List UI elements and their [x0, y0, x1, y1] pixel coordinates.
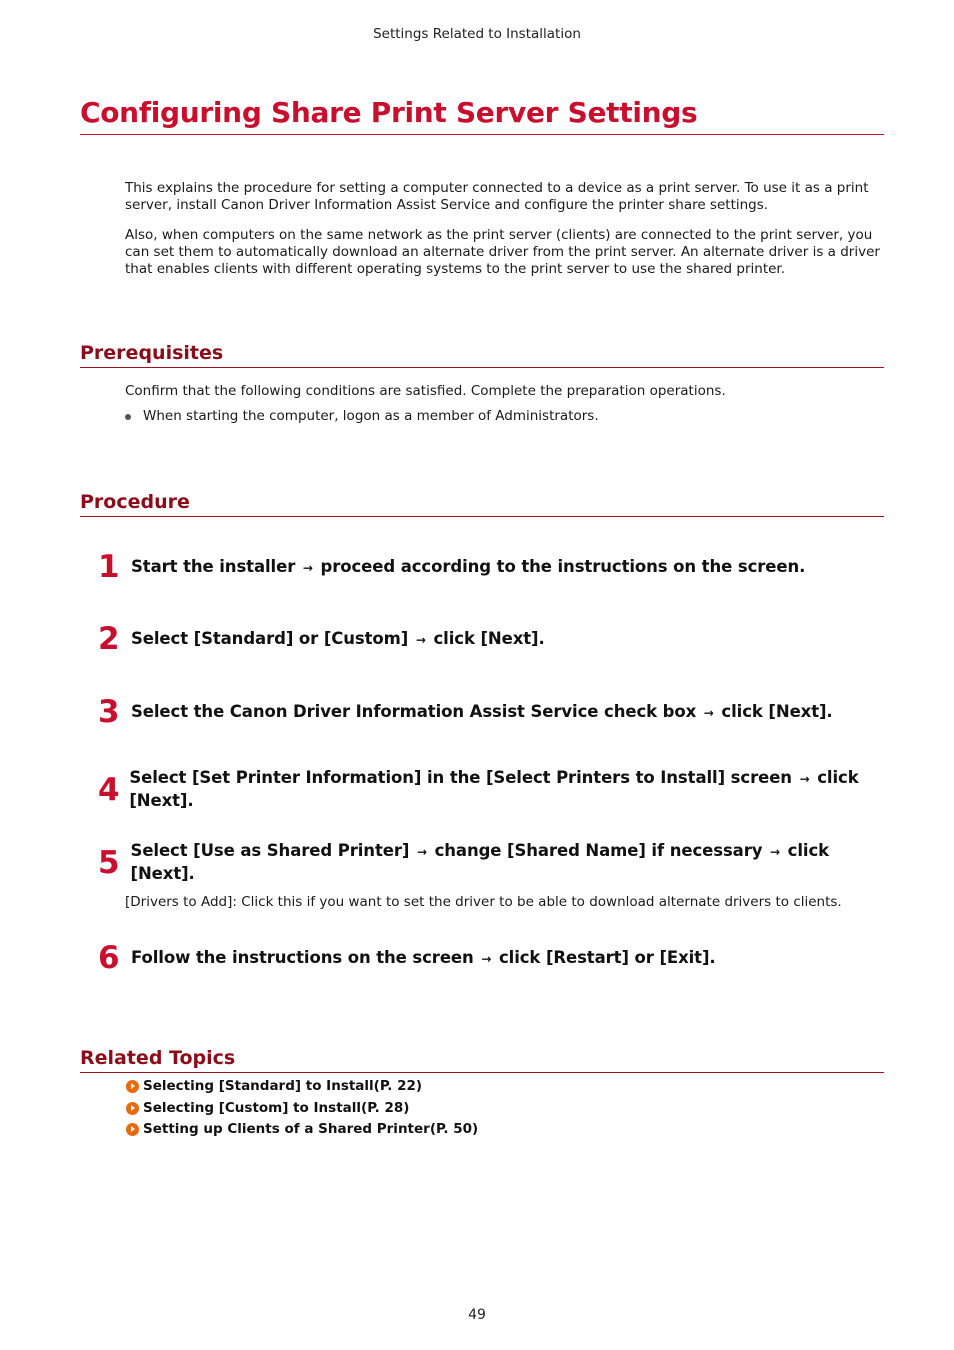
step-5	[98, 840, 888, 885]
running-header: Settings Related to Installation	[373, 26, 581, 42]
related-link-standard-install[interactable]	[126, 1077, 422, 1095]
bullet-dot-icon	[125, 414, 131, 420]
related-link-custom-install[interactable]	[126, 1099, 409, 1117]
step-3	[98, 695, 888, 729]
step-number: 6	[98, 940, 120, 976]
prerequisite-bullet	[125, 408, 599, 425]
prerequisites-heading: Prerequisites	[80, 340, 884, 368]
arrow-icon: →	[302, 560, 313, 575]
step-text: Select the Canon Driver Information Assist Service check box → click [Next].	[131, 701, 833, 721]
arrow-icon: →	[770, 845, 781, 859]
bullet-text: When starting the computer, logon as a member of Administrators.	[143, 408, 599, 424]
arrow-icon: →	[703, 705, 714, 720]
link-arrow-icon	[126, 1102, 139, 1115]
step-4	[98, 767, 888, 812]
arrow-icon: →	[416, 845, 427, 859]
step-number: 5	[98, 844, 120, 881]
page-number: 49	[468, 1307, 486, 1323]
arrow-icon: →	[481, 951, 492, 966]
step-1	[98, 550, 888, 584]
related-link-text[interactable]: Selecting [Custom] to Install(P. 28)	[143, 1100, 410, 1116]
step-number: 1	[98, 549, 120, 585]
step-text: Start the installer → proceed according to the instructions on the screen.	[131, 556, 806, 576]
intro-paragraph-1: This explains the procedure for setting a computer connected to a device as a print server. To use it as a print server, install Canon Driver Information Assist Service and configure the printer share settings.	[125, 180, 869, 213]
step-text: Follow the instructions on the screen → click [Restart] or [Exit].	[131, 947, 716, 967]
step-text: Select [Use as Shared Printer] → change [Shared Name] if necessary → click [Next].	[130, 841, 830, 883]
link-arrow-icon	[126, 1123, 139, 1136]
step-number: 4	[98, 771, 120, 808]
step-number: 2	[98, 621, 120, 657]
step-5-note: [Drivers to Add]: Click this if you want to set the driver to be able to download alternate drivers to clients.	[125, 894, 842, 910]
page-title: Configuring Share Print Server Settings	[80, 94, 884, 135]
step-number: 3	[98, 694, 120, 730]
related-link-text[interactable]: Setting up Clients of a Shared Printer(P. 50)	[143, 1121, 479, 1137]
procedure-heading: Procedure	[80, 489, 884, 517]
related-link-text[interactable]: Selecting [Standard] to Install(P. 22)	[143, 1078, 423, 1094]
arrow-icon: →	[415, 632, 426, 647]
arrow-icon: →	[799, 772, 810, 786]
step-text: Select [Set Printer Information] in the [Select Printers to Install] screen → click [Next].	[129, 768, 859, 810]
step-6	[98, 941, 888, 975]
related-link-shared-printer-clients[interactable]	[126, 1120, 478, 1138]
link-arrow-icon	[126, 1080, 139, 1093]
intro-paragraph-2: Also, when computers on the same network as the print server (clients) are connected to the print server, you can set them to automatically download an alternate driver from the print server. An alternate driver is a driver that enables clients with different operating systems to the print server to use the shared printer.	[125, 227, 880, 277]
prerequisites-text: Confirm that the following conditions are satisfied. Complete the preparation operations.	[125, 383, 726, 399]
step-2	[98, 622, 888, 656]
related-topics-heading: Related Topics	[80, 1045, 884, 1073]
step-text: Select [Standard] or [Custom] → click [Next].	[131, 628, 545, 648]
